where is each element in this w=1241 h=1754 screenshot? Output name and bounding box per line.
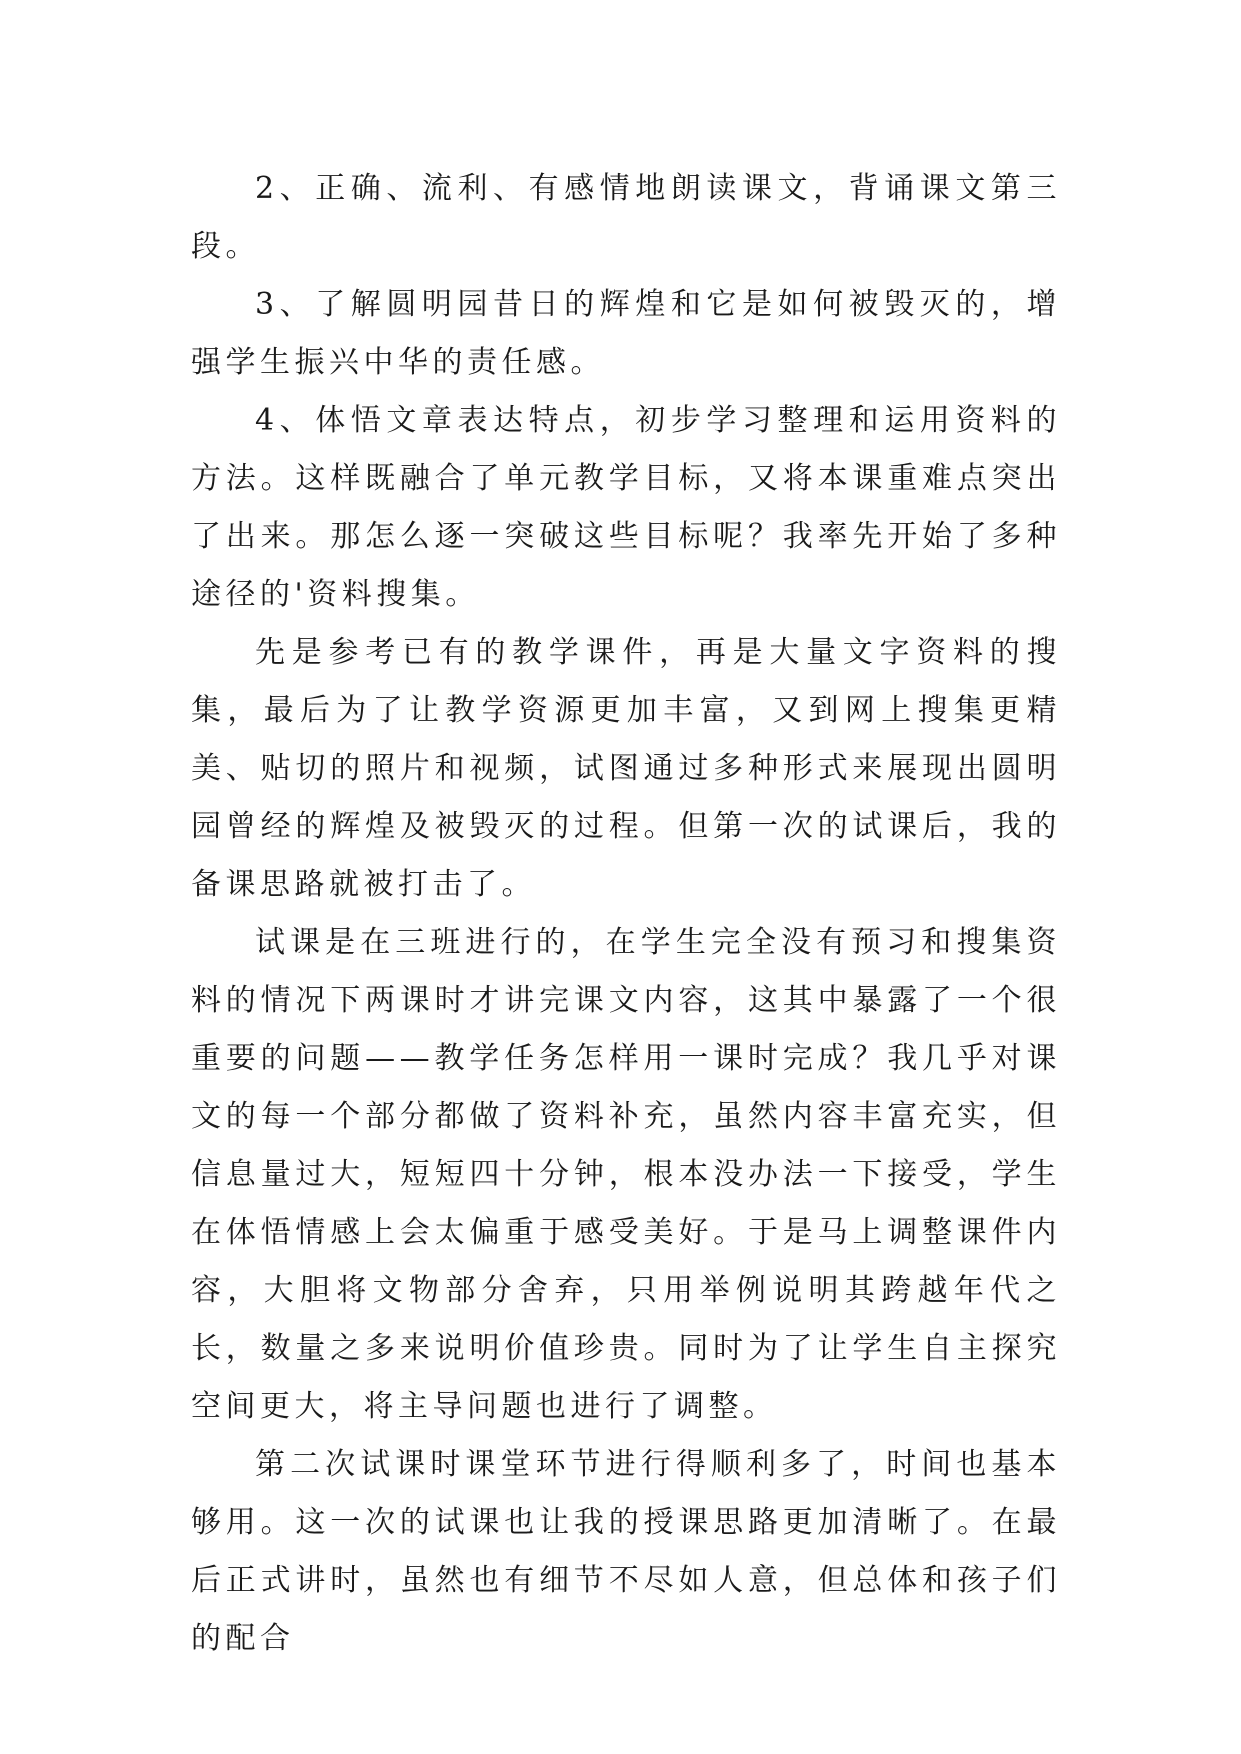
body-text (191, 160, 1061, 1668)
paragraph-objective-2: 2、正确、流利、有感情地朗读课文，背诵课文第三段。 (191, 171, 1061, 264)
paragraph-objective-4: 4、体悟文章表达特点，初步学习整理和运用资料的方法。这样既融合了单元教学目标，又将本课重难点突出了出来。那怎么逐一突破这些目标呢？我率先开始了多种途径的'资料搜集。 (191, 403, 1061, 612)
paragraph-second-trial: 第二次试课时课堂环节进行得顺利多了，时间也基本够用。这一次的试课也让我的授课思路更加清晰了。在最后正式讲时，虽然也有细节不尽如人意，但总体和孩子们的配合 (191, 1447, 1061, 1656)
paragraph-first-trial: 试课是在三班进行的，在学生完全没有预习和搜集资料的情况下两课时才讲完课文内容，这其中暴露了一个很重要的问题——教学任务怎样用一课时完成？我几乎对课文的每一个部分都做了资料补充，虽然内容丰富充实，但信息量过大，短短四十分钟，根本没办法一下接受，学生在体悟情感上会太偏重于感受美好。于是马上调整课件内容，大胆将文物部分舍弃，只用举例说明其跨越年代之长，数量之多来说明价值珍贵。同时为了让学生自主探究空间更大，将主导问题也进行了调整。 (191, 925, 1061, 1424)
paragraph-resource-collection: 先是参考已有的教学课件，再是大量文字资料的搜集，最后为了让教学资源更加丰富，又到网上搜集更精美、贴切的照片和视频，试图通过多种形式来展现出圆明园曾经的辉煌及被毁灭的过程。但第一次的试课后，我的备课思路就被打击了。 (191, 635, 1061, 902)
paragraph-objective-3: 3、了解圆明园昔日的辉煌和它是如何被毁灭的，增强学生振兴中华的责任感。 (191, 287, 1061, 380)
